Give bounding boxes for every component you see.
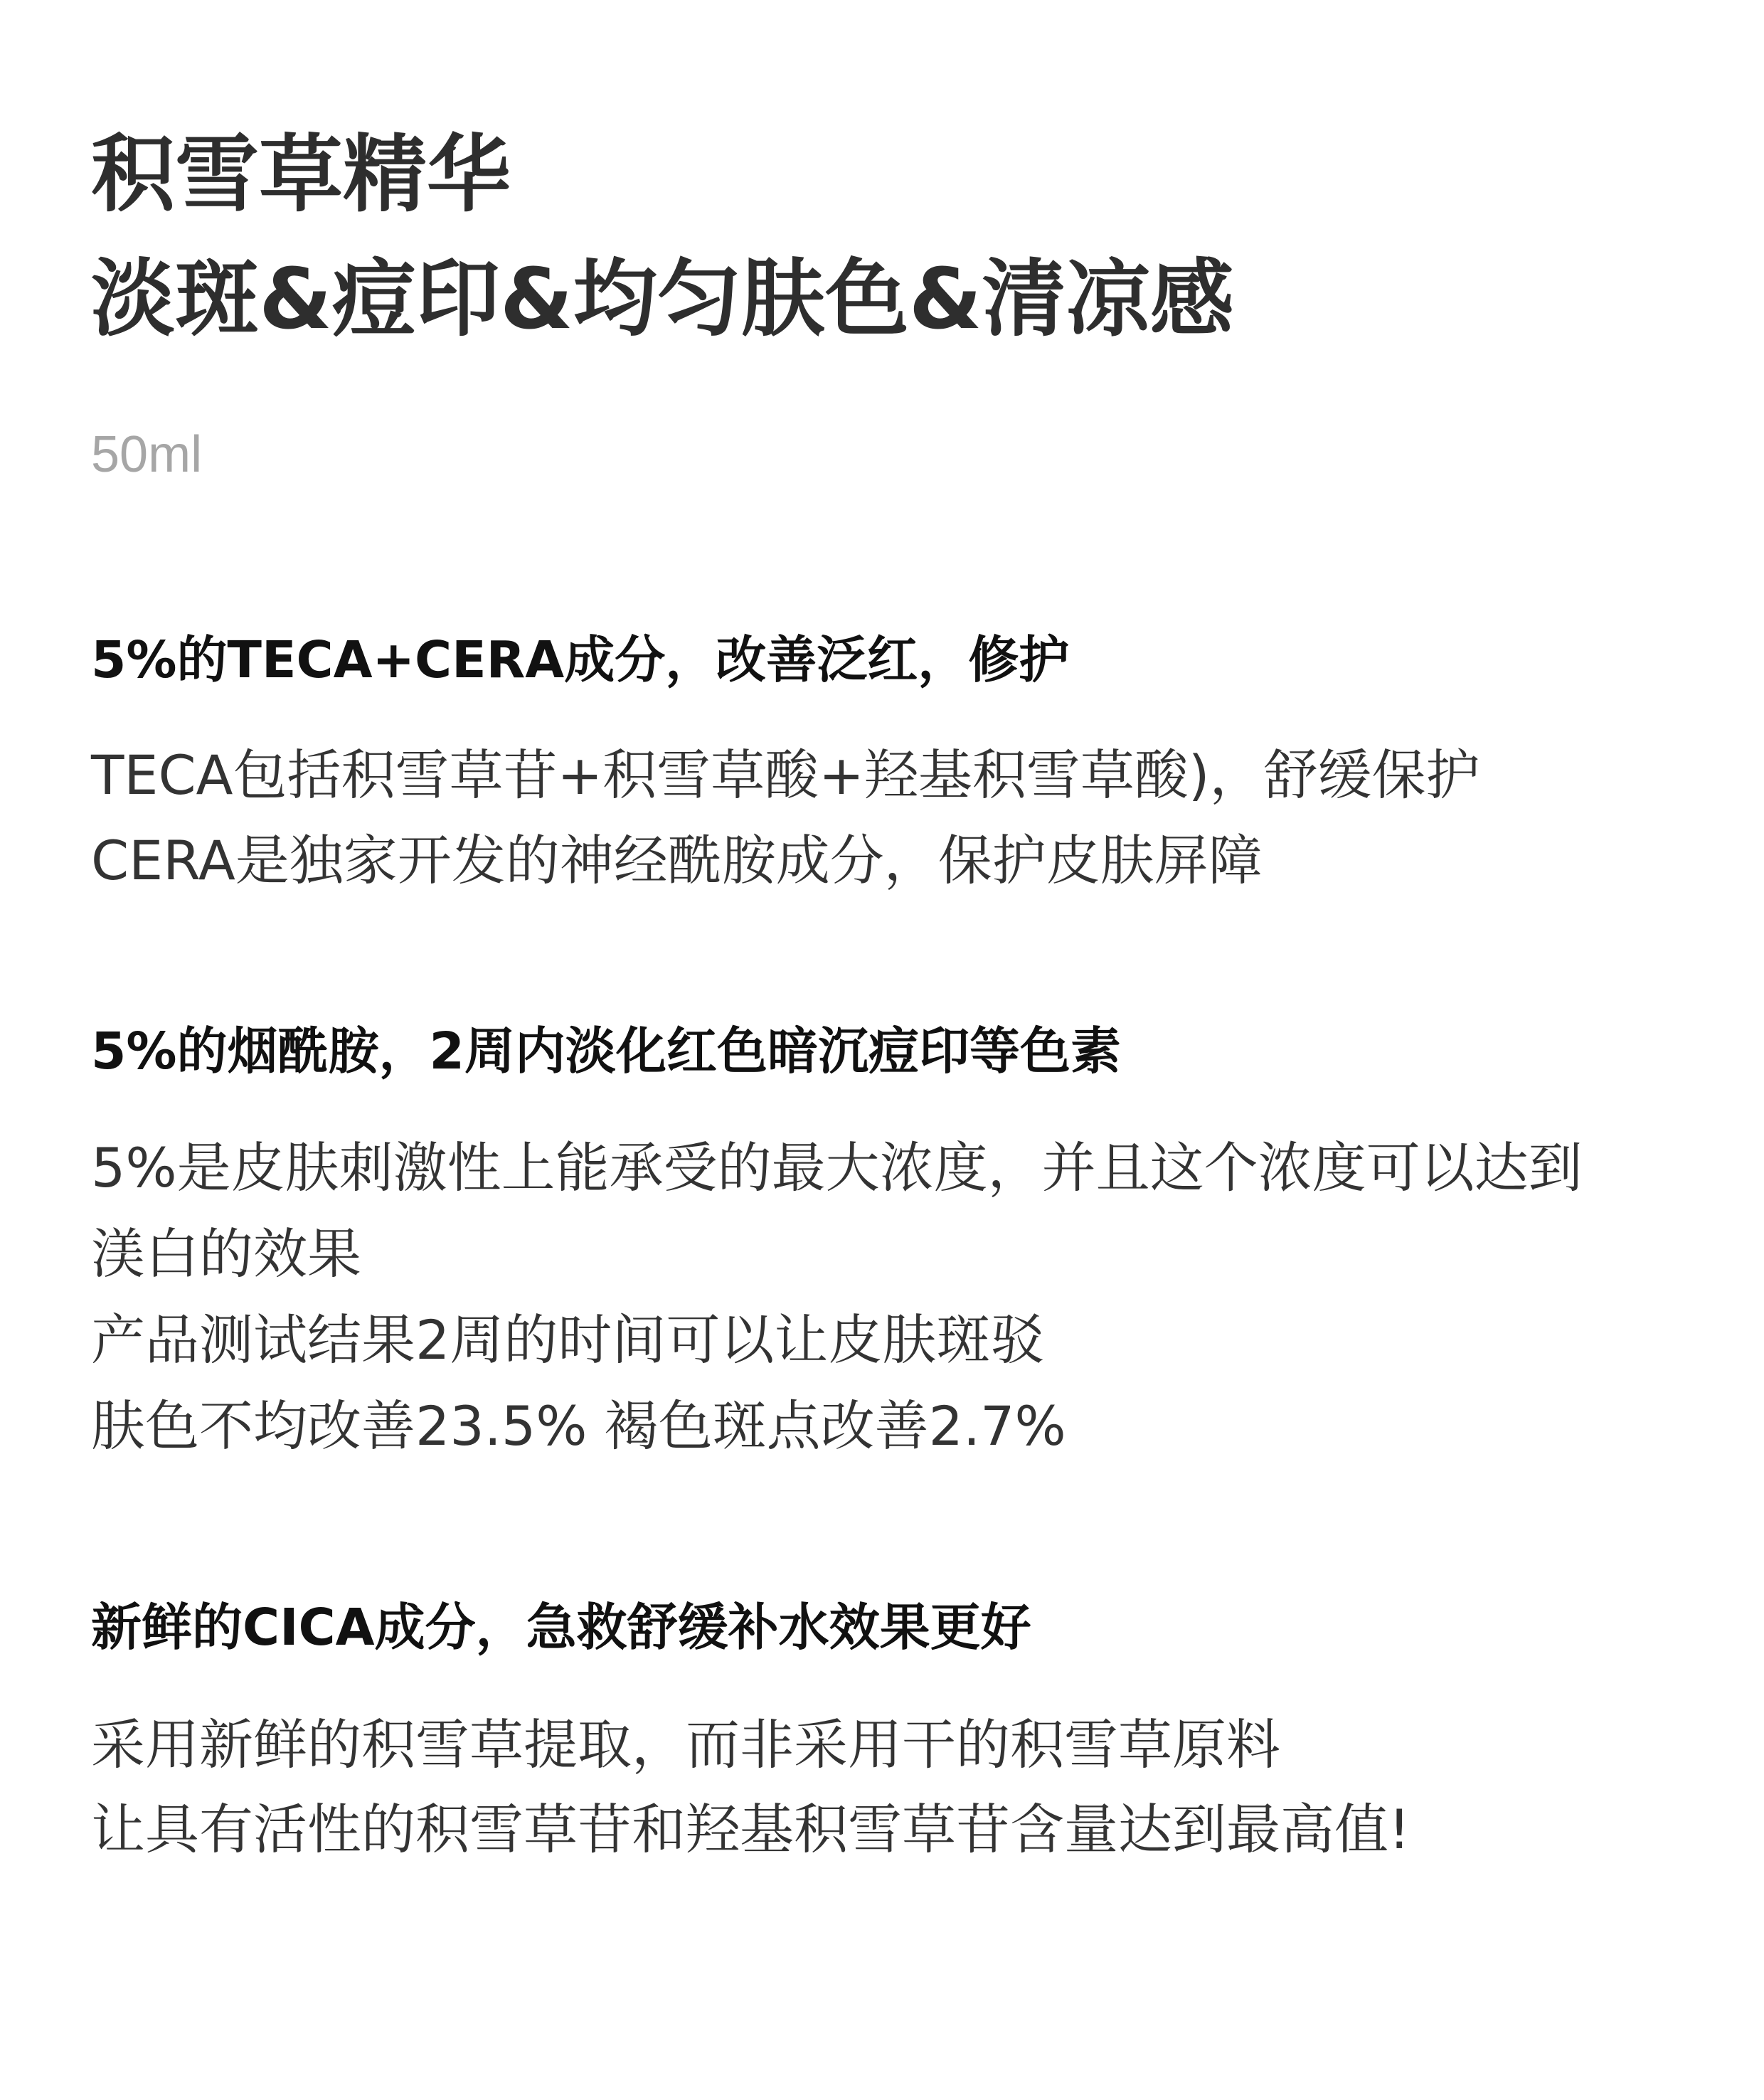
product-subtitle: 淡斑&痘印&均匀肤色&清凉感 [91, 250, 1234, 348]
section-text-line: TECA包括积雪草苷+积雪草酸+羟基积雪草酸)，舒缓保护 [91, 743, 1480, 807]
product-title: 积雪草精华 [91, 125, 511, 223]
section-text-line: 5%是皮肤刺激性上能承受的最大浓度，并且这个浓度可以达到 [91, 1136, 1583, 1199]
section-heading-cica: 新鲜的CICA成分，急救舒缓补水效果更好 [91, 1598, 1031, 1657]
section-text-line: 产品测试结果2周的时间可以让皮肤斑驳 [91, 1308, 1045, 1372]
section-text-line: 肤色不均改善23.5% 褐色斑点改善2.7% [91, 1394, 1066, 1458]
section-text-line: 渼白的效果 [91, 1222, 361, 1285]
section-text-line: 让具有活性的积雪草苷和羟基积雪草苷含量达到最高值! [91, 1798, 1410, 1861]
product-volume: 50ml [91, 426, 203, 483]
section-heading-niacinamide: 5%的烟酰胺，2周内淡化红色暗沉痘印等色素 [91, 1022, 1121, 1081]
section-heading-teca-cera: 5%的TECA+CERA成分，改善泛红，修护 [91, 630, 1070, 689]
section-text-line: CERA是独家开发的神经酰胺成分，保护皮肤屏障 [91, 829, 1263, 892]
section-text-line: 采用新鲜的积雪草提取，而非采用干的积雪草原料 [91, 1713, 1280, 1776]
